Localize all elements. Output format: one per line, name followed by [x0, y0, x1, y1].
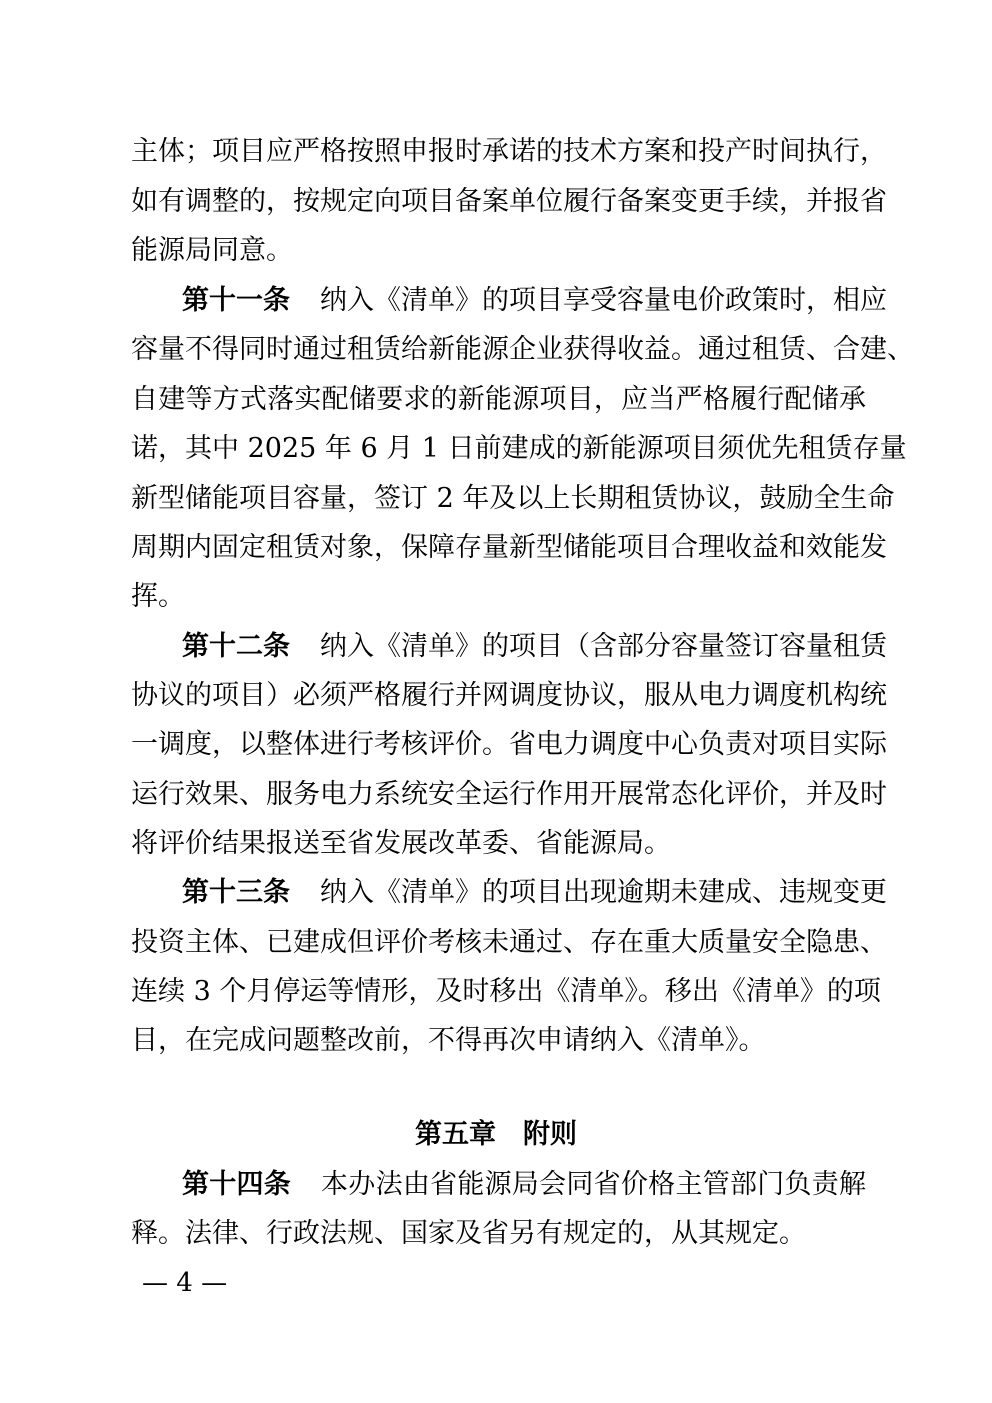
article-13-label: 第十三条	[182, 877, 290, 908]
text-segment: 纳入《清单》的项目享受容量电价政策时，相应	[320, 285, 887, 316]
text-line: 周期内固定租赁对象，保障存量新型储能项目合理收益和效能发	[131, 532, 887, 563]
text-line: 释。法律、行政法规、国家及省另有规定的，从其规定。	[131, 1218, 806, 1249]
text-line: 容量不得同时通过租赁给新能源企业获得收益。通过租赁、合建、	[131, 334, 914, 365]
text-line: 协议的项目）必须严格履行并网调度协议，服从电力调度机构统	[131, 680, 887, 711]
chapter-title: 附则	[523, 1119, 577, 1150]
text-line: 一调度，以整体进行考核评价。省电力调度中心负责对项目实际	[131, 729, 887, 760]
article-14-label: 第十四条	[182, 1169, 292, 1200]
text-segment: 纳入《清单》的项目（含部分容量签订容量租赁	[320, 631, 887, 662]
article-13-first-line	[182, 876, 887, 910]
text-line: 投资主体、已建成但评价考核未通过、存在重大质量安全隐患、	[131, 927, 887, 958]
article-11-label: 第十一条	[182, 285, 290, 316]
page-number: — 4 —	[142, 1268, 228, 1298]
text-line: 如有调整的，按规定向项目备案单位履行备案变更手续，并报省	[131, 186, 887, 217]
text-line: 连续 3 个月停运等情形，及时移出《清单》。移出《清单》的项	[131, 976, 881, 1007]
chapter-number: 第五章	[415, 1119, 496, 1150]
text-line: 主体；项目应严格按照申报时承诺的技术方案和投产时间执行，	[131, 136, 887, 167]
text-segment: 本办法由省能源局会同省价格主管部门负责解	[321, 1169, 867, 1200]
text-line: 将评价结果报送至省发展改革委、省能源局。	[131, 828, 671, 859]
article-14-first-line	[182, 1168, 866, 1202]
article-12-label: 第十二条	[182, 631, 290, 662]
text-line: 诺，其中 2025 年 6 月 1 日前建成的新能源项目须优先租赁存量	[131, 433, 907, 464]
text-line: 挥。	[131, 581, 185, 612]
text-line: 自建等方式落实配储要求的新能源项目，应当严格履行配储承	[131, 384, 866, 415]
article-12-first-line	[182, 630, 887, 664]
text-line: 新型储能项目容量，签订 2 年及以上长期租赁协议，鼓励全生命	[131, 483, 895, 514]
text-line: 运行效果、服务电力系统安全运行作用开展常态化评价，并及时	[131, 779, 887, 810]
text-line: 目，在完成问题整改前，不得再次申请纳入《清单》。	[131, 1025, 766, 1056]
chapter-heading	[0, 1118, 992, 1152]
text-segment: 纳入《清单》的项目出现逾期未建成、违规变更	[320, 877, 887, 908]
text-line: 能源局同意。	[131, 235, 293, 266]
article-11-first-line	[182, 284, 887, 318]
